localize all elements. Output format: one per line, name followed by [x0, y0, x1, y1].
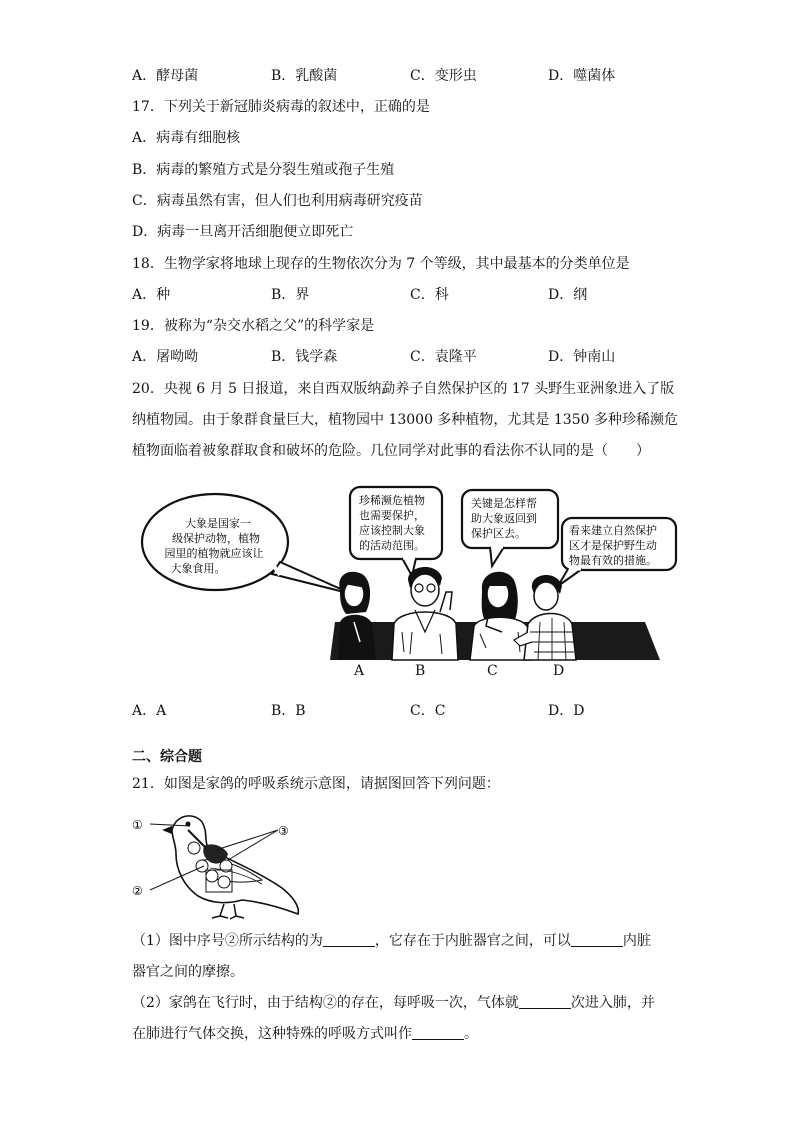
- answer-blank-3[interactable]: [519, 994, 571, 1009]
- q19-options: [132, 347, 692, 367]
- figure-label-c: C: [487, 663, 498, 679]
- q19-option-d: D．钟南山: [548, 349, 616, 365]
- bubble-a-line-1: 大象是国家一: [185, 517, 251, 530]
- pigeon-marker-2: ②: [132, 884, 143, 898]
- bubble-b-line-1: 珍稀濒危植物: [359, 494, 425, 507]
- q21-stem: 21．如图是家鸽的呼吸系统示意图，请据图回答下列问题：: [132, 776, 500, 792]
- q20-options: [132, 701, 692, 721]
- q17-option-d: D．病毒一旦离开活细胞便立即死亡: [132, 224, 354, 240]
- bubble-a-line-2: 级保护动物，植物: [172, 532, 260, 545]
- bubble-c-line-3: 保护区去。: [471, 527, 526, 540]
- q20-option-c: C．C: [410, 703, 446, 719]
- q20-option-a: A．A: [132, 703, 167, 719]
- q21-part2-text-d: 。: [464, 1026, 478, 1042]
- pigeon-marker-3: ③: [278, 824, 289, 838]
- bubble-c-line-1: 关键是怎样帮: [471, 497, 537, 510]
- bubble-d-line-1: 看来建立自然保护: [569, 524, 657, 537]
- q20-stem-line-1: 20．央视 6 月 5 日报道，来自西双版纳勐养子自然保护区的 17 头野生亚洲象进入了版: [132, 381, 675, 397]
- q21-part1-line-2: 器官之间的摩擦。: [132, 964, 244, 980]
- q17-option-b: B．病毒的繁殖方式是分裂生殖或孢子生殖: [132, 162, 395, 178]
- q17-option-a: A．病毒有细胞核: [132, 130, 241, 146]
- q18-option-c: C．科: [410, 287, 449, 303]
- student-c-figure: [470, 572, 532, 660]
- q21-part2-line-2: [132, 1024, 478, 1044]
- bubble-a-line-3: 园里的植物就应该让: [164, 547, 264, 560]
- q19-stem: 19．被称为“杂交水稻之父”的科学家是: [132, 318, 375, 334]
- q16-option-b: B．乳酸菌: [271, 68, 338, 84]
- q18-options: [132, 285, 692, 305]
- q16-option-a: A．酵母菌: [132, 68, 199, 84]
- q21-part2-text-a: （2）家鸽在飞行时，由于结构②的存在，每呼吸一次，气体就: [132, 995, 519, 1011]
- q18-stem: 18．生物学家将地球上现存的生物依次分为 7 个等级，其中最基本的分类单位是: [132, 256, 630, 272]
- q21-part2-text-c: 在肺进行气体交换，这种特殊的呼吸方式叫作: [132, 1026, 412, 1042]
- pigeon-marker-1: ①: [132, 818, 143, 832]
- figure-label-d: D: [553, 663, 565, 679]
- answer-blank-2[interactable]: [571, 932, 623, 947]
- q20-students-figure: [140, 482, 680, 682]
- figure-label-a: A: [354, 663, 365, 679]
- q21-part1-text-b: ，它存在于内脏器官之间，可以: [374, 933, 571, 949]
- q19-option-c: C．袁隆平: [410, 349, 477, 365]
- student-b-figure: [392, 567, 458, 660]
- pigeon-respiratory-diagram: [132, 804, 304, 920]
- q19-option-b: B．钱学森: [271, 349, 338, 365]
- q18-option-d: D．纲: [548, 287, 588, 303]
- q16-option-c: C．变形虫: [410, 68, 477, 84]
- q20-stem-line-3: 植物面临着被象群取食和破坏的危险。几位同学对此事的看法你不认同的是（ ）: [132, 443, 650, 459]
- bubble-c-line-2: 助大象返回到: [471, 512, 537, 525]
- answer-blank-1[interactable]: [323, 932, 375, 947]
- q19-option-a: A．屠呦呦: [132, 349, 199, 365]
- answer-blank-4[interactable]: [412, 1025, 464, 1040]
- q21-part1-text-c: 内脏: [622, 933, 651, 949]
- q18-option-a: A．种: [132, 287, 171, 303]
- bubble-d-line-2: 区才是保护野生动: [569, 539, 657, 552]
- q17-option-c: C．病毒虽然有害，但人们也利用病毒研究疫苗: [132, 193, 423, 209]
- student-a-figure: [338, 572, 376, 660]
- q20-option-d: D．D: [548, 703, 585, 719]
- bubble-b-line-4: 的活动范围。: [359, 539, 425, 552]
- q20-option-b: B．B: [271, 703, 306, 719]
- q20-stem-line-2: 纳植物园。由于象群食量巨大，植物园中 13000 多种植物，尤其是 1350 多种珍稀濒危: [132, 412, 678, 428]
- q16-option-d: D．噬菌体: [548, 68, 616, 84]
- q21-part1-line-1: [132, 931, 651, 951]
- bubble-a-line-4: 大象食用。: [170, 562, 226, 575]
- q18-option-b: B．界: [271, 287, 310, 303]
- q17-stem: 17．下列关于新冠肺炎病毒的叙述中，正确的是: [132, 99, 430, 115]
- q21-part2-line-1: [132, 993, 655, 1013]
- q21-part2-text-b: 次进入肺，并: [570, 995, 655, 1011]
- figure-label-b: B: [415, 663, 426, 679]
- q21-part1-text-a: （1）图中序号②所示结构的为: [132, 933, 323, 949]
- bubble-d-line-3: 物最有效的措施。: [569, 554, 657, 567]
- q16-options: [132, 66, 692, 86]
- section-title: 二、综合题: [132, 749, 202, 765]
- bubble-b-line-2: 也需要保护，: [359, 509, 425, 522]
- bubble-b-line-3: 应该控制大象: [359, 524, 425, 537]
